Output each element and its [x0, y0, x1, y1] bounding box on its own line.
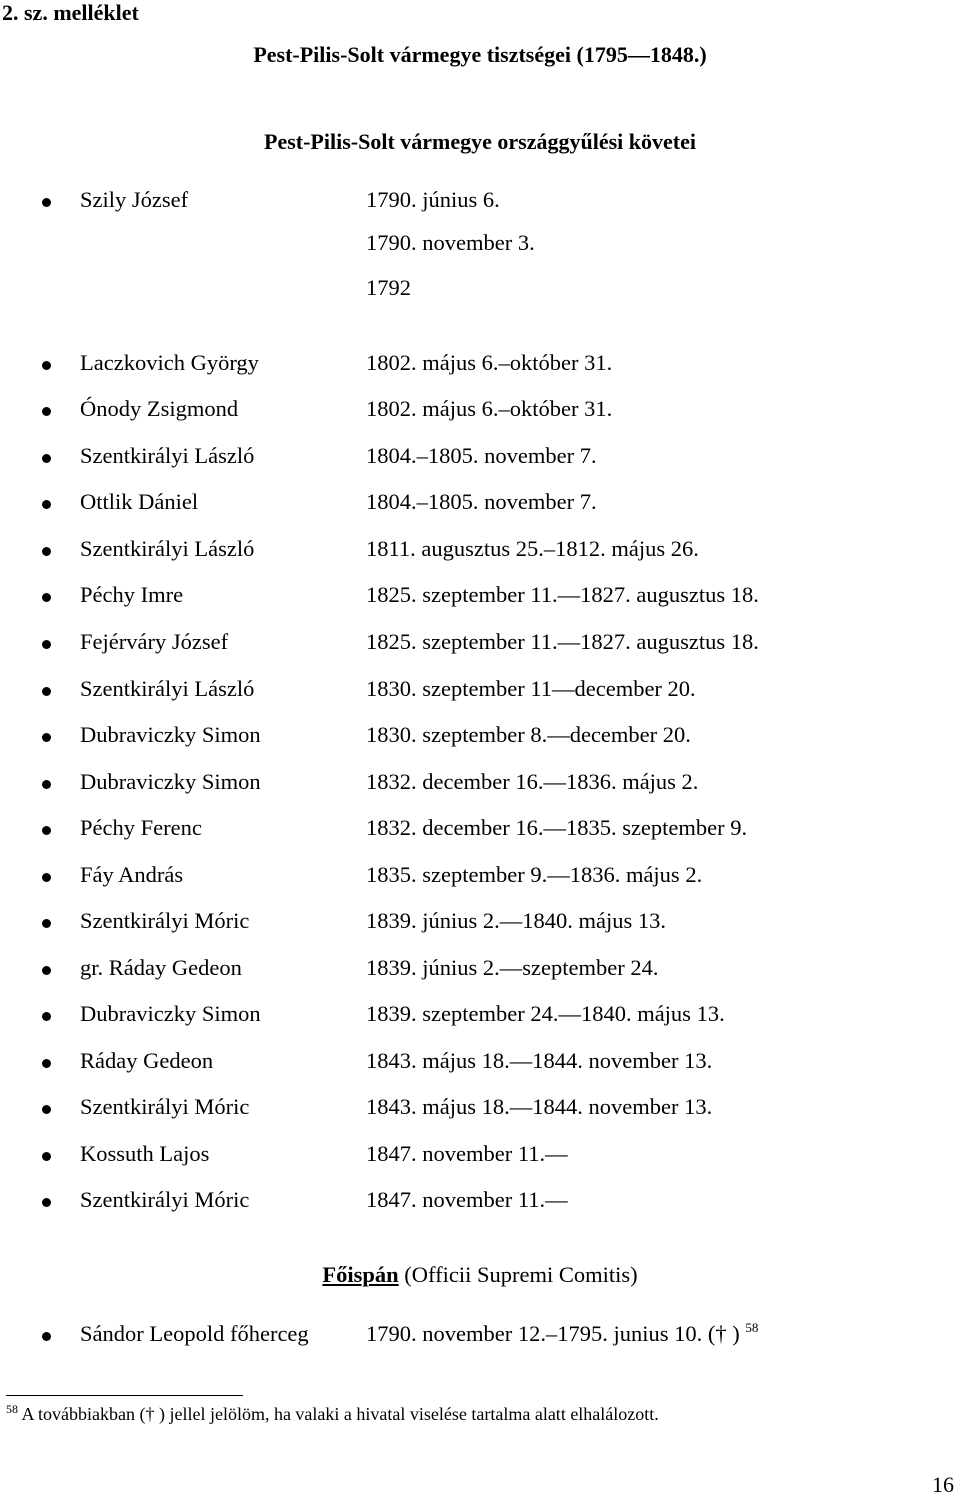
list-item — [0, 815, 960, 845]
bullet-icon — [42, 640, 51, 649]
governor-name: Sándor Leopold főherceg — [80, 1321, 309, 1346]
list-item — [0, 275, 960, 305]
envoy-dates: 1802. május 6.–október 31. — [366, 396, 613, 421]
envoy-name: Dubraviczky Simon — [80, 1001, 261, 1026]
envoy-dates: 1832. december 16.—1835. szeptember 9. — [366, 815, 748, 840]
section-title-governor — [0, 1262, 960, 1288]
envoy-dates: 1843. május 18.—1844. november 13. — [366, 1048, 713, 1073]
bullet-icon — [42, 198, 51, 207]
list-item — [0, 187, 960, 217]
envoy-name: Szily József — [80, 187, 189, 212]
governor-dates-text: 1790. november 12.–1795. junius 10. († ) — [366, 1321, 740, 1346]
bullet-icon — [42, 780, 51, 789]
list-item — [0, 350, 960, 380]
envoy-name: Szentkirályi László — [80, 536, 255, 561]
envoy-dates: 1802. május 6.–október 31. — [366, 350, 613, 375]
bullet-icon — [42, 826, 51, 835]
list-item — [0, 1001, 960, 1031]
list-item — [0, 1141, 960, 1171]
list-item — [0, 769, 960, 799]
envoy-name: Ónody Zsigmond — [80, 396, 239, 421]
governor-dates — [366, 1321, 758, 1347]
envoy-name: Péchy Ferenc — [80, 815, 202, 840]
list-item — [0, 230, 960, 260]
section-title-rest: (Officii Supremi Comitis) — [398, 1262, 638, 1287]
bullet-icon — [42, 873, 51, 882]
envoy-dates: 1839. június 2.—1840. május 13. — [366, 908, 667, 933]
envoy-dates: 1792 — [366, 275, 411, 300]
envoy-dates: 1830. szeptember 11—december 20. — [366, 676, 696, 701]
bullet-icon — [42, 1332, 51, 1341]
governor-row — [0, 1321, 960, 1351]
attachment-label: 2. sz. melléklet — [2, 0, 139, 25]
envoy-name: Dubraviczky Simon — [80, 769, 261, 794]
envoy-name: Fejérváry József — [80, 629, 229, 654]
envoy-dates: 1830. szeptember 8.—december 20. — [366, 722, 691, 747]
envoy-name: Szentkirályi Móric — [80, 908, 250, 933]
list-item — [0, 536, 960, 566]
bullet-icon — [42, 361, 51, 370]
page-number: 16 — [932, 1472, 954, 1497]
bullet-icon — [42, 1105, 51, 1114]
envoy-dates: 1790. november 3. — [366, 230, 535, 255]
section-title-bold: Főispán — [322, 1262, 399, 1287]
list-item — [0, 1187, 960, 1217]
envoy-dates: 1835. szeptember 9.—1836. május 2. — [366, 862, 703, 887]
envoy-dates: 1839. június 2.—szeptember 24. — [366, 955, 659, 980]
envoy-dates: 1790. június 6. — [366, 187, 500, 212]
list-item — [0, 396, 960, 426]
envoy-name: Szentkirályi László — [80, 676, 255, 701]
list-item — [0, 582, 960, 612]
footnote — [6, 1404, 659, 1425]
page-title: Pest-Pilis-Solt vármegye tisztségei (1795—1848.) — [253, 42, 707, 67]
bullet-icon — [42, 966, 51, 975]
envoy-name: Kossuth Lajos — [80, 1141, 210, 1166]
envoy-name: Péchy Imre — [80, 582, 184, 607]
section-title-envoys: Pest-Pilis-Solt vármegye országgyűlési követei — [264, 129, 696, 154]
envoy-dates: 1847. november 11.— — [366, 1187, 568, 1212]
list-item — [0, 1048, 960, 1078]
list-item — [0, 908, 960, 938]
list-item — [0, 443, 960, 473]
envoy-dates: 1804.–1805. november 7. — [366, 443, 597, 468]
envoy-dates: 1839. szeptember 24.—1840. május 13. — [366, 1001, 725, 1026]
bullet-icon — [42, 547, 51, 556]
envoy-name: Szentkirályi Móric — [80, 1187, 250, 1212]
envoy-name: Ráday Gedeon — [80, 1048, 214, 1073]
envoy-dates: 1804.–1805. november 7. — [366, 489, 597, 514]
bullet-icon — [42, 1012, 51, 1021]
bullet-icon — [42, 687, 51, 696]
bullet-icon — [42, 733, 51, 742]
bullet-icon — [42, 919, 51, 928]
bullet-icon — [42, 454, 51, 463]
envoy-name: gr. Ráday Gedeon — [80, 955, 242, 980]
envoy-name: Ottlik Dániel — [80, 489, 199, 514]
envoy-name: Szentkirályi László — [80, 443, 255, 468]
bullet-icon — [42, 1059, 51, 1068]
bullet-icon — [42, 1152, 51, 1161]
list-item — [0, 676, 960, 706]
envoy-dates: 1843. május 18.—1844. november 13. — [366, 1094, 713, 1119]
bullet-icon — [42, 1198, 51, 1207]
envoy-name: Fáy András — [80, 862, 184, 887]
list-item — [0, 722, 960, 752]
envoy-name: Szentkirályi Móric — [80, 1094, 250, 1119]
footnote-ref[interactable]: 58 — [745, 1320, 759, 1335]
bullet-icon — [42, 407, 51, 416]
list-item — [0, 1094, 960, 1124]
list-item — [0, 862, 960, 892]
envoy-name: Laczkovich György — [80, 350, 259, 375]
bullet-icon — [42, 500, 51, 509]
footnote-text: A továbbiakban († ) jellel jelölöm, ha valaki a hivatal viselése tartalma alatt elhalálozott. — [18, 1404, 659, 1424]
envoy-dates: 1825. szeptember 11.—1827. augusztus 18. — [366, 582, 759, 607]
list-item — [0, 955, 960, 985]
bullet-icon — [42, 593, 51, 602]
footnote-divider — [6, 1395, 243, 1396]
list-item — [0, 489, 960, 519]
envoy-dates: 1811. augusztus 25.–1812. május 26. — [366, 536, 699, 561]
envoy-dates: 1832. december 16.—1836. május 2. — [366, 769, 699, 794]
footnote-number: 58 — [6, 1402, 18, 1416]
envoy-name: Dubraviczky Simon — [80, 722, 261, 747]
list-item — [0, 629, 960, 659]
envoy-dates: 1825. szeptember 11.—1827. augusztus 18. — [366, 629, 759, 654]
envoy-dates: 1847. november 11.— — [366, 1141, 568, 1166]
